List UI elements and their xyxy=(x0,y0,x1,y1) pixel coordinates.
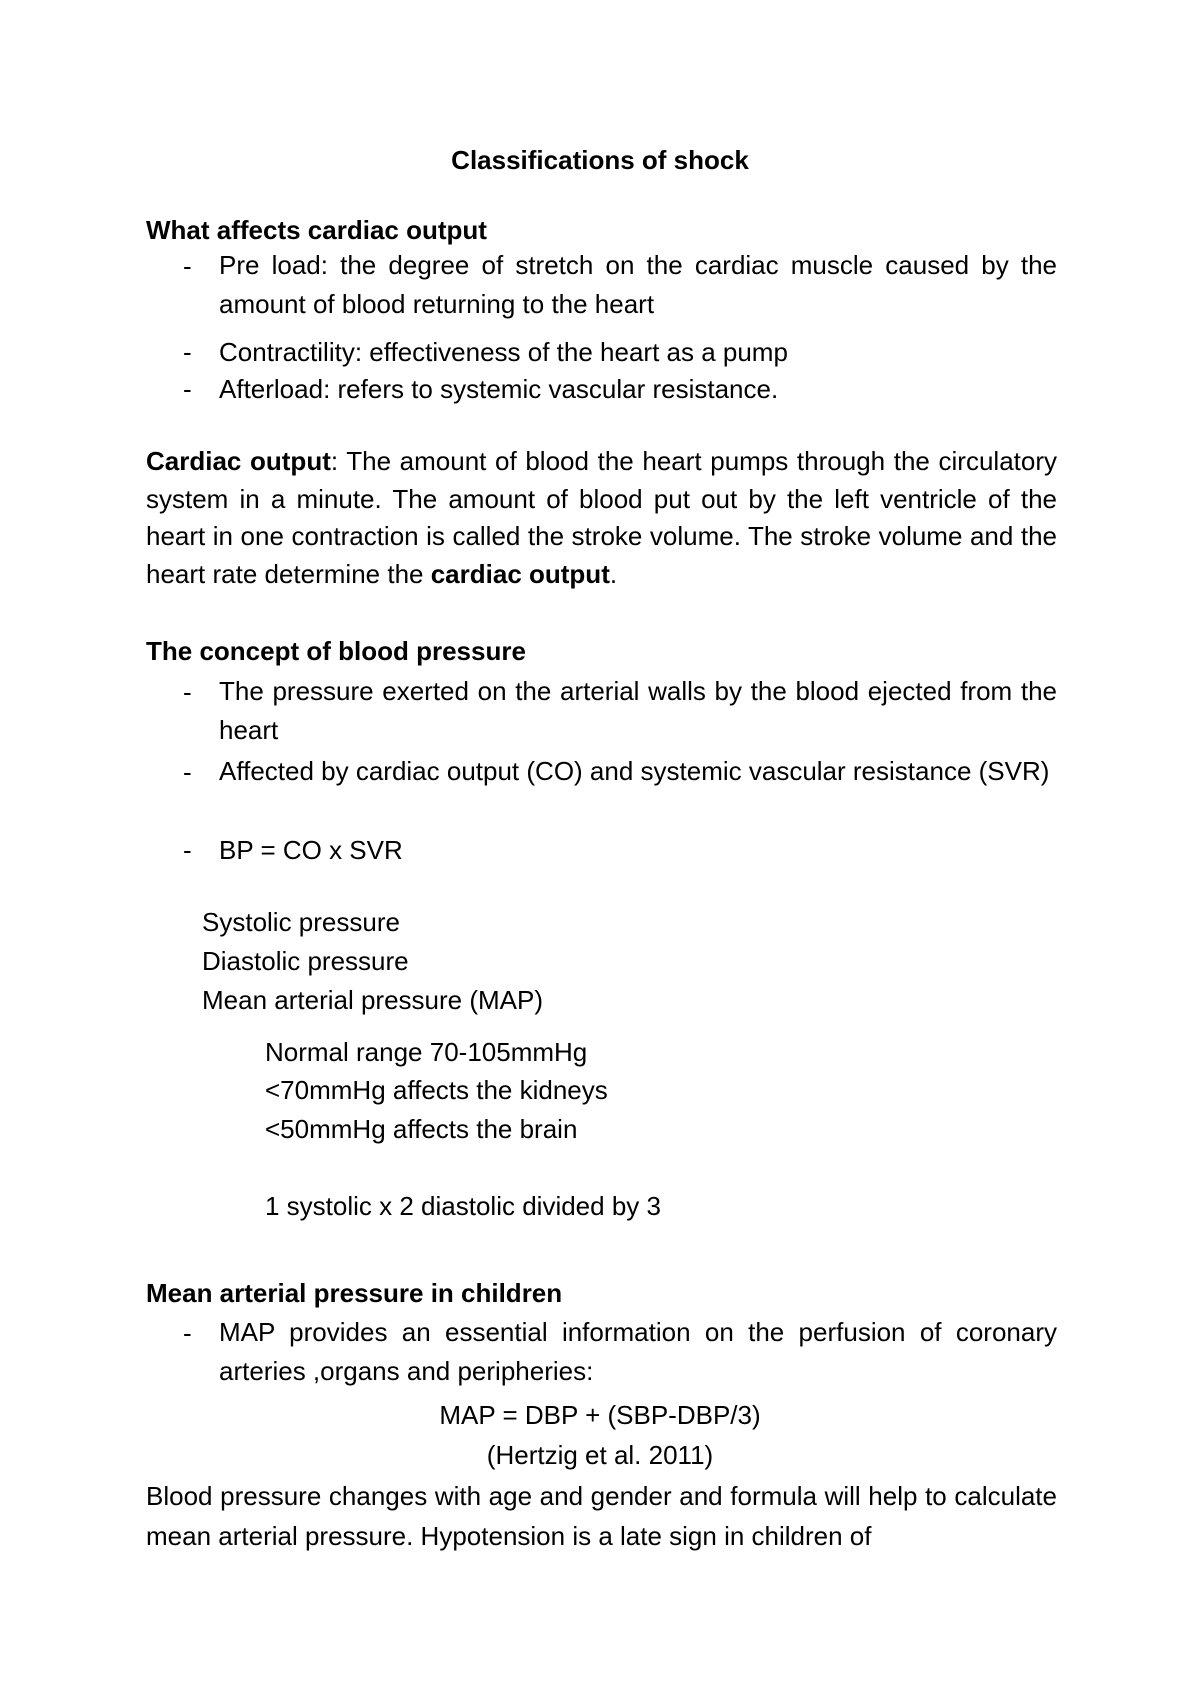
heading-map-children: Mean arterial pressure in children xyxy=(146,1278,563,1308)
bullet-marker: - xyxy=(183,677,192,707)
bullet-marker: - xyxy=(183,337,192,367)
bullet-bp-formula: BP = CO x SVR xyxy=(219,835,403,865)
bullet-preload: Pre load: the degree of stretch on the cardiac muscle caused by the amount of blood returning to the heart xyxy=(219,250,1057,319)
term-cardiac-output: Cardiac output xyxy=(146,446,331,476)
citation: (Hertzig et al. 2011) xyxy=(486,1440,714,1470)
bullet-marker: - xyxy=(183,374,192,404)
bullet-marker: - xyxy=(183,1318,192,1348)
bullet-affected-by: Affected by cardiac output (CO) and systemic vascular resistance (SVR) xyxy=(219,756,1050,786)
systolic-pressure: Systolic pressure xyxy=(202,907,400,937)
map-brain: <50mmHg affects the brain xyxy=(265,1114,578,1144)
map-kidneys: <70mmHg affects the kidneys xyxy=(265,1075,608,1105)
bullet-marker: - xyxy=(183,835,192,865)
bullet-contractility: Contractility: effectiveness of the heart as a pump xyxy=(219,337,788,367)
heading-blood-pressure: The concept of blood pressure xyxy=(146,636,526,666)
bullet-pressure-exerted: The pressure exerted on the arterial walls by the blood ejected from the heart xyxy=(219,676,1057,745)
term-cardiac-output-2: cardiac output xyxy=(430,558,610,589)
mean-arterial-pressure: Mean arterial pressure (MAP) xyxy=(202,985,543,1015)
document-title: Classifications of shock xyxy=(451,145,749,175)
cardiac-output-text: : The amount of blood the heart pumps through the circulatory system in a minute. The amount of blood put out by the left ventricle of the heart in one contraction is called the stroke volume. The stroke volume and the heart rate determine the xyxy=(146,446,1057,589)
bullet-marker: - xyxy=(183,757,192,787)
bullet-marker: - xyxy=(183,251,192,281)
cardiac-output-paragraph xyxy=(146,443,1057,593)
map-calculation-note: 1 systolic x 2 diastolic divided by 3 xyxy=(265,1191,661,1221)
diastolic-pressure: Diastolic pressure xyxy=(202,946,409,976)
bullet-map-perfusion: MAP provides an essential information on the perfusion of coronary arteries ,organs and peripheries: xyxy=(219,1317,1057,1386)
bullet-afterload: Afterload: refers to systemic vascular resistance. xyxy=(219,374,779,404)
map-formula: MAP = DBP + (SBP-DBP/3) xyxy=(439,1400,761,1430)
cardiac-output-end: . xyxy=(609,558,618,589)
heading-cardiac-output-factors: What affects cardiac output xyxy=(146,215,487,245)
children-bp-paragraph: Blood pressure changes with age and gender and formula will help to calculate mean arterial pressure. Hypotension is a late sign in children of xyxy=(146,1481,1057,1551)
map-normal-range: Normal range 70-105mmHg xyxy=(265,1037,588,1067)
